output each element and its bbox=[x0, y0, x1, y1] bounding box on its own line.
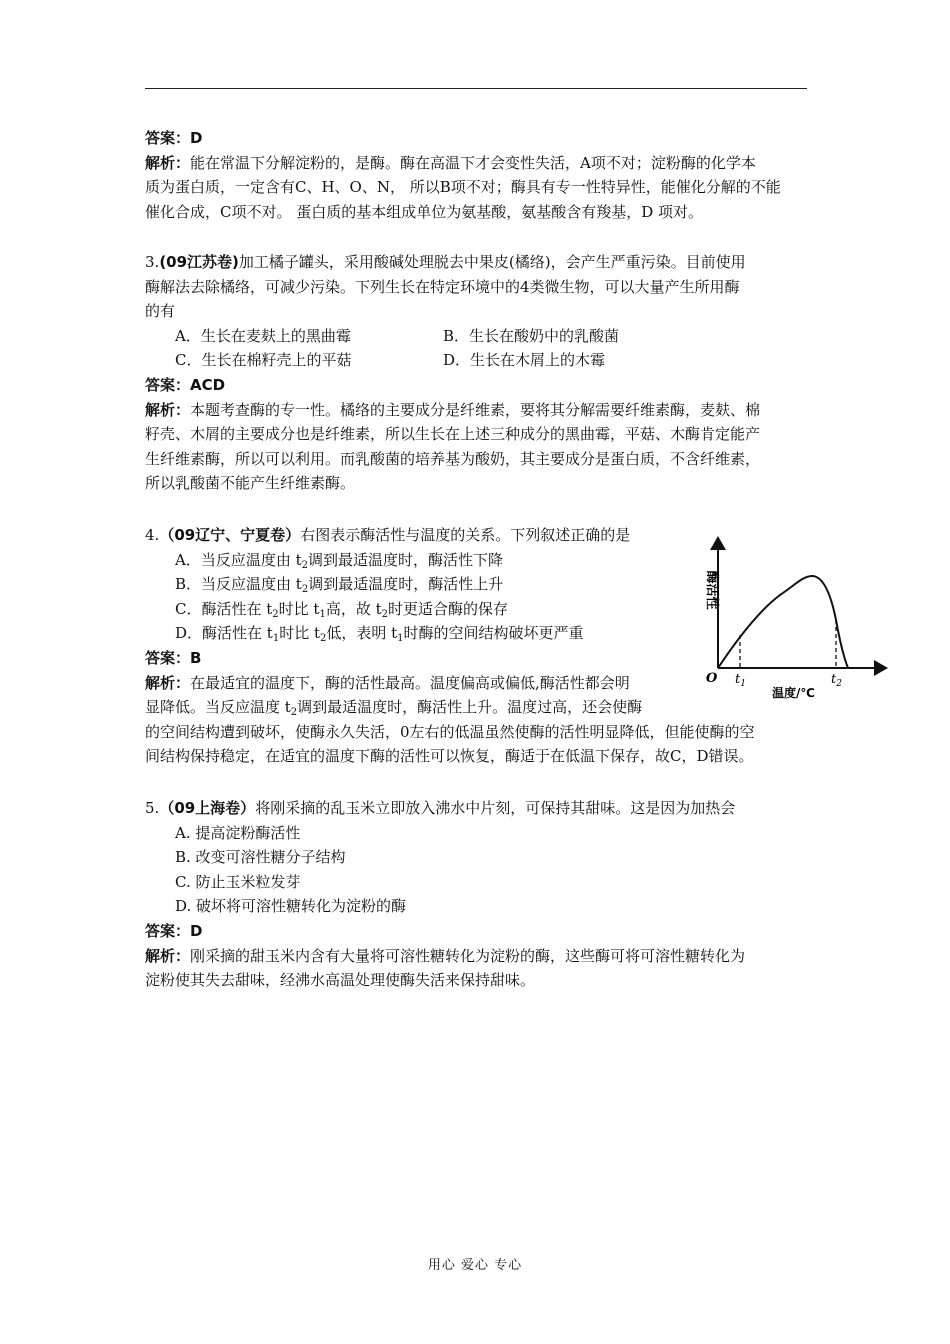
enzyme-activity-chart bbox=[700, 530, 890, 705]
q4-option-c: C．酶活性在 $t_2$时比 $t_1$高，故 $t_2$时更适合酶的保存 bbox=[175, 599, 509, 620]
q3-analysis-1: 解析：本题考查酶的专一性。橘络的主要成分是纤维素，要将其分解需要纤维素酶，麦麸、棉 bbox=[145, 400, 761, 419]
header-rule bbox=[145, 88, 807, 89]
q3-answer: 答案：ACD bbox=[145, 375, 226, 394]
q3-analysis-4: 所以乳酸菌不能产生纤维素酶。 bbox=[145, 474, 356, 493]
q5-block bbox=[145, 796, 810, 993]
q3-stem-2: 酶解法去除橘络，可减少污染。下列生长在特定环境中的4类微生物，可以大量产生所用酶 bbox=[145, 277, 740, 296]
q2-answer: 答案：D bbox=[145, 129, 203, 147]
x-axis-label: 温度/℃ bbox=[772, 686, 815, 700]
q2-analysis-3: 催化合成，C项不对。 蛋白质的基本组成单位为氨基酸，氨基酸含有羧基，D 项对。 bbox=[145, 202, 704, 221]
origin-label: O bbox=[706, 671, 718, 686]
page-footer: 用心 爱心 专心 bbox=[427, 1258, 523, 1273]
q3-block bbox=[145, 250, 810, 496]
q4-answer: 答案：B bbox=[145, 648, 202, 667]
q4-analysis-4: 间结构保持稳定，在适宜的温度下酶的活性可以恢复，酶适于在低温下保存，故C，D错误。 bbox=[145, 747, 754, 766]
q5-option-d: D. 破坏将可溶性糖转化为淀粉的酶 bbox=[175, 897, 407, 916]
q4-analysis-1: 解析：在最适宜的温度下，酶的活性最高。温度偏高或偏低,酶活性都会明 bbox=[145, 673, 630, 692]
q5-analysis-1: 解析：刚采摘的甜玉米内含有大量将可溶性糖转化为淀粉的酶，这些酶可将可溶性糖转化为 bbox=[145, 946, 746, 965]
q4-option-d: D．酶活性在 $t_1$时比 $t_2$低，表明 $t_1$时酶的空间结构破坏更严重 bbox=[175, 624, 584, 645]
q5-option-c: C. 防止玉米粒发芽 bbox=[175, 872, 301, 891]
q3-option-c: C．生长在棉籽壳上的平菇 bbox=[175, 351, 352, 370]
q5-option-b: B. 改变可溶性糖分子结构 bbox=[175, 848, 346, 867]
q4-option-a: A．当反应温度由 $t_2$调到最适温度时，酶活性下降 bbox=[175, 550, 504, 571]
q2-analysis-2: 质为蛋白质，一定含有C、H、O、N， 所以B项不对；酶具有专一性特异性，能催化分解的不能 bbox=[145, 178, 781, 197]
q2-analysis-1: 解析：能在常温下分解淀粉的，是酶。酶在高温下才会变性失活，A项不对；淀粉酶的化学本 bbox=[145, 153, 756, 172]
q5-option-a: A. 提高淀粉酶活性 bbox=[175, 823, 301, 842]
t2-label: $t_2$ bbox=[831, 672, 842, 689]
q3-options-ab bbox=[145, 324, 810, 349]
q3-stem-3: 的有 bbox=[145, 302, 176, 321]
q3-option-a: A．生长在麦麸上的黑曲霉 bbox=[175, 326, 351, 345]
q4-option-b: B．当反应温度由 $t_2$调到最适温度时，酶活性上升 bbox=[175, 575, 504, 596]
q3-option-b: B．生长在酸奶中的乳酸菌 bbox=[443, 326, 620, 345]
q5-stem: 5.（09上海卷）将刚采摘的乱玉米立即放入沸水中片刻，可保持其甜味。这是因为加热会 bbox=[145, 799, 736, 817]
q3-analysis-3: 生纤维素酶，所以可以利用。而乳酸菌的培养基为酸奶，其主要成分是蛋白质，不含纤维素， bbox=[145, 449, 761, 468]
t1-label: $t_1$ bbox=[735, 672, 746, 689]
q5-analysis-2: 淀粉使其失去甜味，经沸水高温处理使酶失活来保持甜味。 bbox=[145, 971, 536, 990]
q4-stem: 4.（09辽宁、宁夏卷）右图表示酶活性与温度的关系。下列叙述正确的是 bbox=[145, 526, 631, 544]
q3-stem-1: 3.(09江苏卷)加工橘子罐头，采用酸碱处理脱去中果皮(橘络)，会产生严重污染。目前使用 bbox=[145, 253, 746, 271]
y-axis-label: 酶活性 bbox=[704, 570, 719, 610]
q3-option-d: D．生长在木屑上的木霉 bbox=[443, 351, 606, 370]
q4-analysis-3: 的空间结构遭到破坏，使酶永久失活，0左右的低温虽然使酶的活性明显降低，但能使酶的空 bbox=[145, 722, 755, 741]
q5-answer: 答案：D bbox=[145, 921, 203, 940]
q3-options-cd bbox=[145, 348, 810, 373]
activity-curve bbox=[718, 576, 848, 668]
q3-analysis-2: 籽壳、木屑的主要成分也是纤维素，所以生长在上述三种成分的黑曲霉，平菇、木酶肯定能产 bbox=[145, 425, 761, 444]
q2-block bbox=[145, 126, 810, 224]
q4-analysis-2: 显降低。当反应温度 $t_2$调到最适温度时，酶活性上升。温度过高，还会使酶 bbox=[145, 698, 643, 719]
